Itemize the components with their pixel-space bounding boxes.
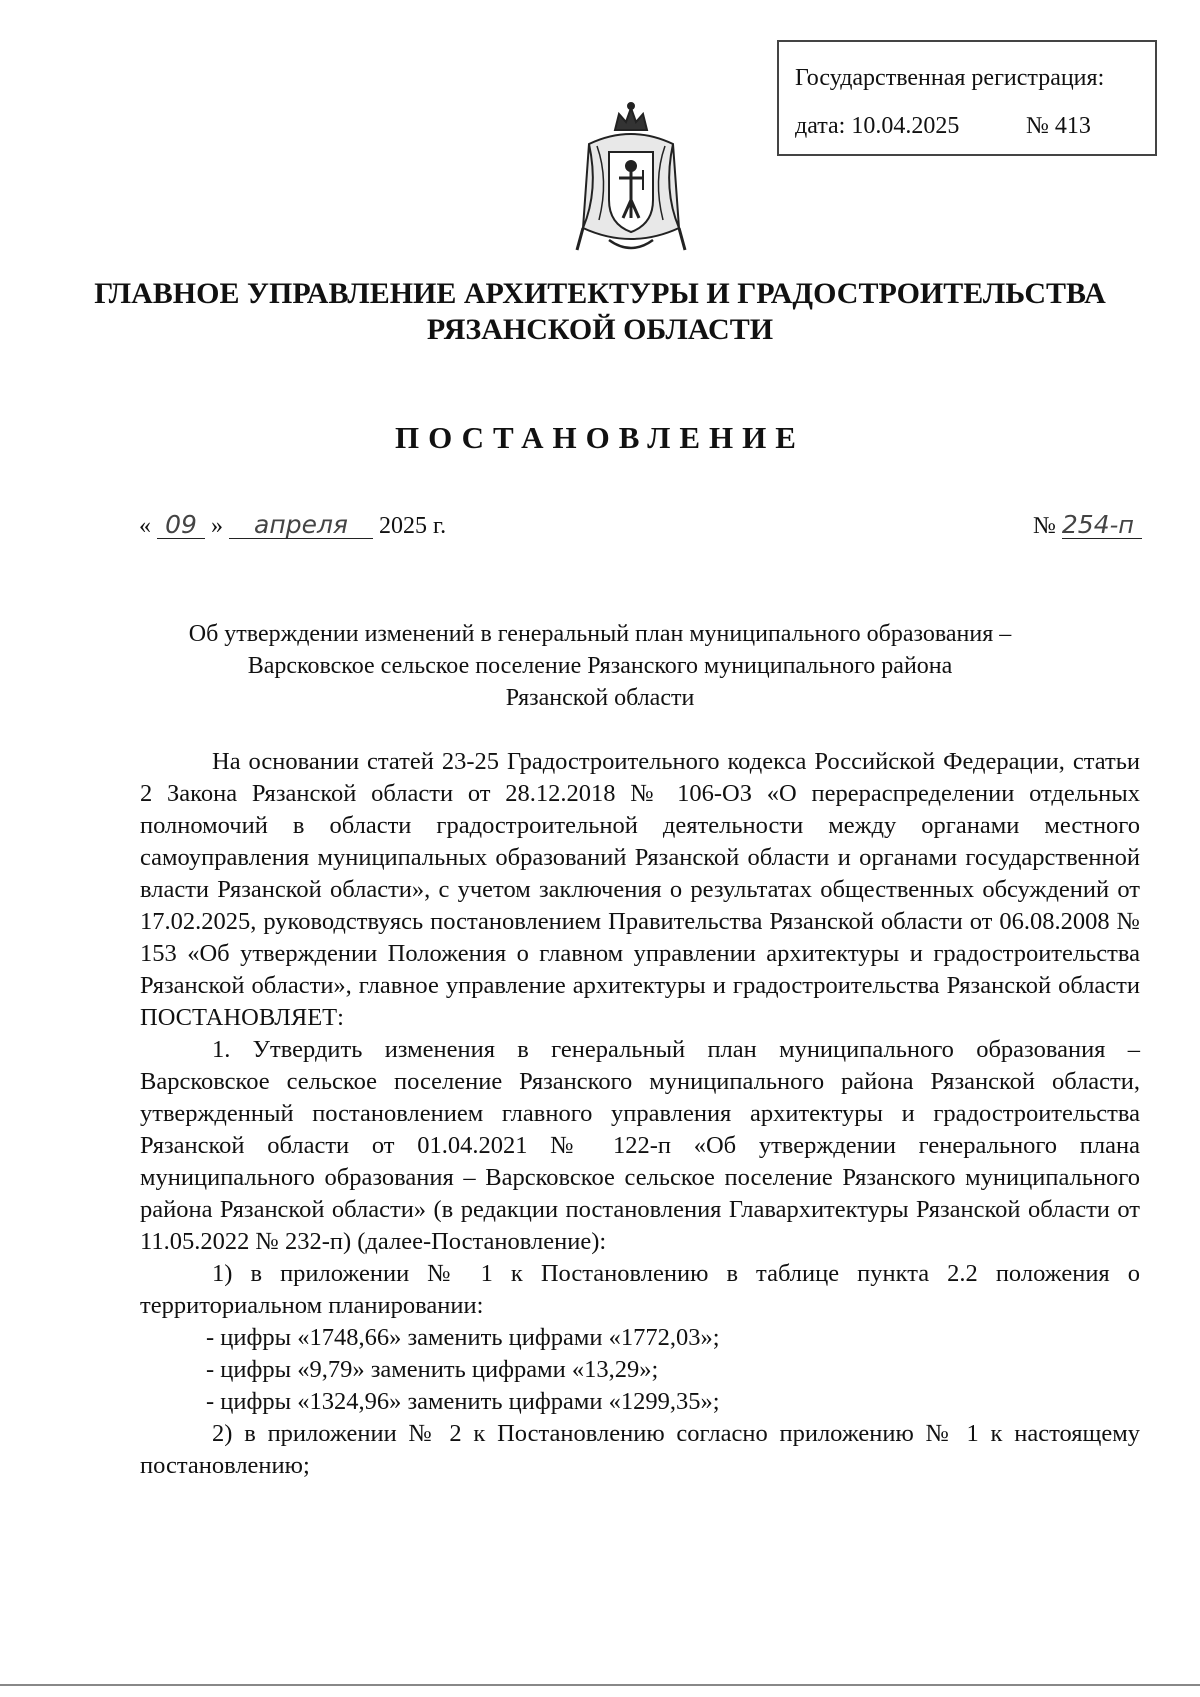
date-close-quote: »	[211, 513, 223, 539]
subject-line: Варсковское сельское поселение Рязанского муниципального района	[247, 653, 953, 679]
date-month-handwritten: апреля	[229, 512, 373, 539]
page-bottom-rule	[0, 1684, 1200, 1686]
subitem-1-paragraph: 1) в приложении № 1 к Постановлению в таблице пункта 2.2 положения о территориальном планировании:	[140, 1260, 1140, 1319]
date-day-handwritten: 09	[157, 512, 205, 539]
document-type: ПОСТАНОВЛЕНИЕ	[395, 420, 805, 455]
coat-of-arms-icon	[569, 100, 693, 262]
document-body	[140, 746, 1140, 1482]
number-value: 254	[1061, 510, 1110, 539]
registration-title: Государственная регистрация:	[795, 65, 1105, 91]
date-open-quote: «	[139, 513, 151, 539]
document-number	[1033, 512, 1142, 540]
replacement-bullet-2: - цифры «9,79» заменить цифрами «13,29»;	[206, 1356, 659, 1383]
subject-line: Об утверждении изменений в генеральный план муниципального образования –	[188, 621, 1012, 647]
number-handwritten	[1062, 512, 1142, 539]
preamble-paragraph: На основании статей 23-25 Градостроительного кодекса Российской Федерации, статьи 2 Закона Рязанской области от 28.12.2018 № 106-ОЗ «О перераспределении отдельных полномочий в области градостроительной деятельности между органами местного самоуправления муниципальных образований Рязанской области и органами государственной власти Рязанской области», с учетом заключения о результатах общественных обсуждений от 17.02.2025, руководствуясь постановлением Правительства Рязанской области от 06.08.2008 № 153 «Об утверждении Положения о главном управлении архитектуры и градостроительства Рязанской области», главное управление архитектуры и градостроительства Рязанской области ПОСТАНОВЛЯЕТ:	[140, 748, 1140, 1031]
replacement-bullet-3: - цифры «1324,96» заменить цифрами «1299,35»;	[206, 1388, 720, 1415]
subitem-2-paragraph: 2) в приложении № 2 к Постановлению согласно приложению № 1 к настоящему постановлению;	[140, 1420, 1140, 1479]
item-1-paragraph: 1. Утвердить изменения в генеральный план муниципального образования – Варсковское сельское поселение Рязанского муниципального района Рязанской области, утвержденный постановлением главного управления архитектуры и градостроительства Рязанской области от 01.04.2021 № 122-п «Об утверждении генерального плана муниципального образования – Варсковское сельское поселение Рязанского муниципального района Рязанской области» (в редакции постановления Главархитектуры Рязанской области от 11.05.2022 № 232-п) (далее-Постановление):	[140, 1036, 1140, 1255]
registration-date: дата: 10.04.2025	[795, 113, 960, 139]
date-year: 2025 г.	[379, 513, 447, 539]
replacement-bullet-1: - цифры «1748,66» заменить цифрами «1772,03»;	[206, 1324, 720, 1351]
number-prefix: №	[1033, 513, 1056, 539]
agency-name-line1: ГЛАВНОЕ УПРАВЛЕНИЕ АРХИТЕКТУРЫ И ГРАДОСТРОИТЕЛЬСТВА	[94, 277, 1106, 310]
registration-number: № 413	[1026, 113, 1091, 139]
document-date	[139, 512, 446, 540]
registration-stamp	[777, 40, 1157, 156]
document-subject	[140, 618, 1060, 714]
number-suffix: -п	[1109, 511, 1134, 539]
agency-name-line2: РЯЗАНСКОЙ ОБЛАСТИ	[426, 313, 774, 346]
subject-line: Рязанской области	[505, 685, 695, 711]
